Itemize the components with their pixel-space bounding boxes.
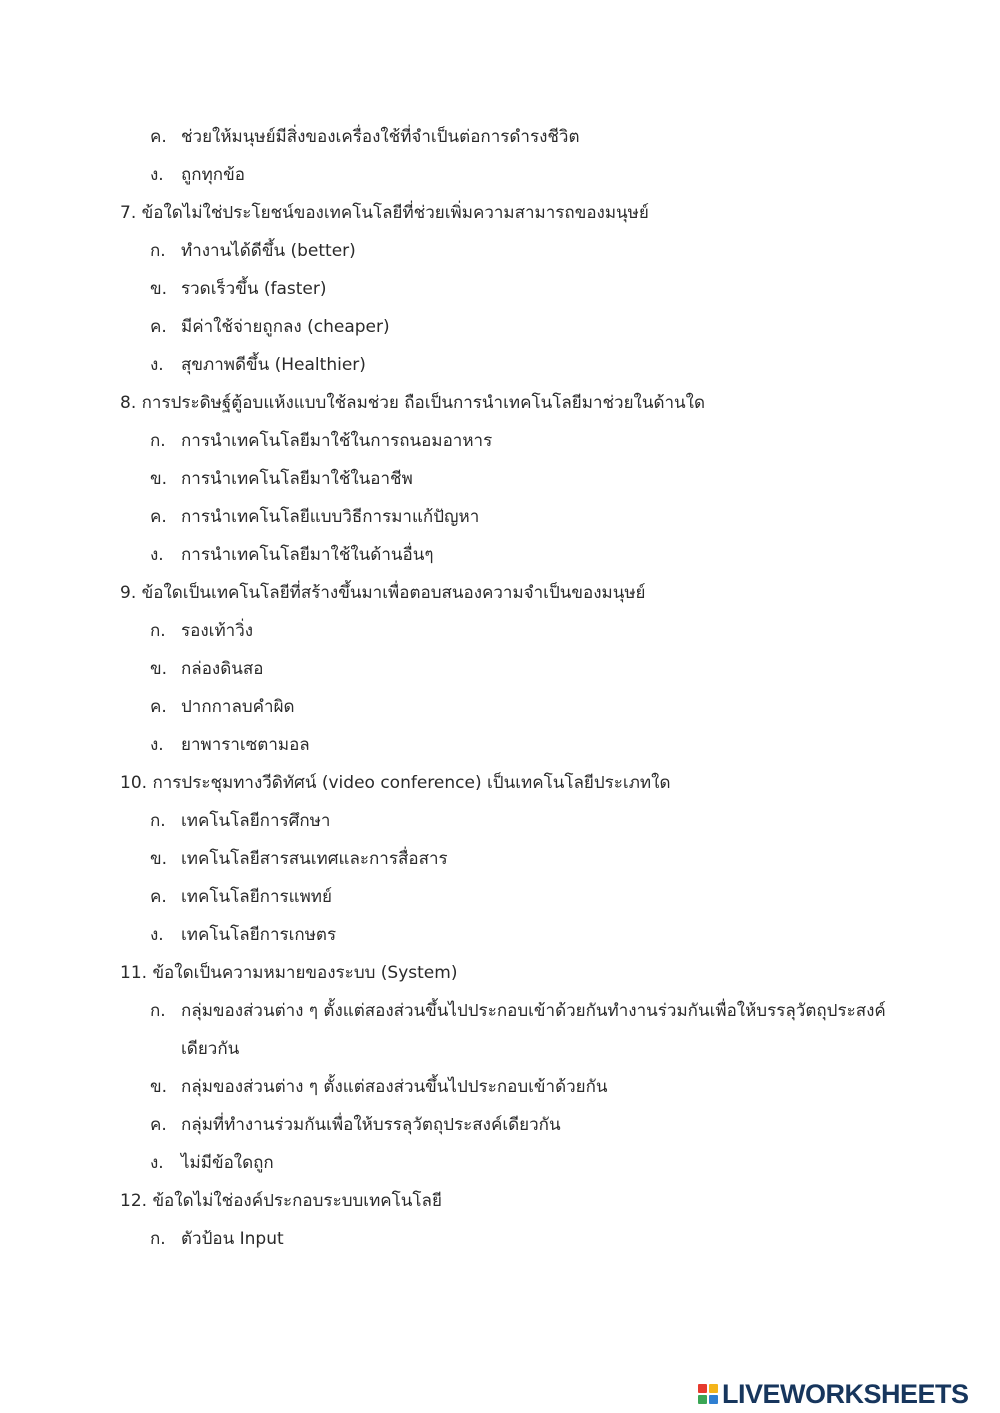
option-letter: ค. bbox=[150, 507, 167, 527]
option-letter: ง. bbox=[150, 735, 164, 755]
option-letter: ข. bbox=[150, 849, 168, 869]
question-9: 9. ข้อใดเป็นเทคโนโลยีที่สร้างขึ้นมาเพื่อตอบสนองความจำเป็นของมนุษย์ bbox=[120, 583, 646, 603]
q12-option-a bbox=[150, 1228, 284, 1250]
q8-option-d bbox=[150, 544, 433, 566]
q11-option-d bbox=[150, 1152, 274, 1174]
q7-option-a bbox=[150, 240, 356, 262]
option-text: กลุ่มที่ทำงานร่วมกันเพื่อให้บรรลุวัตถุประสงค์เดียวกัน bbox=[181, 1115, 561, 1135]
option-letter: ข. bbox=[150, 659, 168, 679]
option-c bbox=[150, 126, 580, 148]
option-letter: ค. bbox=[150, 317, 167, 337]
q11-option-a-continued: เดียวกัน bbox=[181, 1039, 240, 1059]
logo-square bbox=[698, 1395, 707, 1404]
logo-square bbox=[709, 1395, 718, 1404]
q11-option-b bbox=[150, 1076, 608, 1098]
option-letter: ค. bbox=[150, 1115, 167, 1135]
option-letter: ง. bbox=[150, 165, 164, 185]
option-letter: ก. bbox=[150, 621, 166, 641]
option-letter: ข. bbox=[150, 1077, 168, 1097]
q11-option-a bbox=[150, 1000, 886, 1022]
option-letter: ค. bbox=[150, 127, 167, 147]
question-11: 11. ข้อใดเป็นความหมายของระบบ (System) bbox=[120, 963, 458, 983]
q9-option-d bbox=[150, 734, 310, 756]
liveworksheets-logo bbox=[698, 1379, 969, 1409]
option-text: ตัวป้อน Input bbox=[181, 1229, 284, 1249]
question-12: 12. ข้อใดไม่ใช่องค์ประกอบระบบเทคโนโลยี bbox=[120, 1191, 442, 1211]
option-text: เทคโนโลยีสารสนเทศและการสื่อสาร bbox=[181, 849, 448, 869]
q10-option-d bbox=[150, 924, 336, 946]
option-text: ทำงานได้ดีขึ้น (better) bbox=[181, 241, 356, 261]
q9-option-c bbox=[150, 696, 295, 718]
option-text: เทคโนโลยีการเกษตร bbox=[181, 925, 337, 945]
logo-square bbox=[709, 1384, 718, 1393]
option-text: เทคโนโลยีการแพทย์ bbox=[181, 887, 332, 907]
option-letter: ง. bbox=[150, 1153, 164, 1173]
q7-option-d bbox=[150, 354, 366, 376]
option-text: ช่วยให้มนุษย์มีสิ่งของเครื่องใช้ที่จำเป็นต่อการดำรงชีวิต bbox=[181, 127, 580, 147]
q11-option-c bbox=[150, 1114, 561, 1136]
option-letter: ง. bbox=[150, 355, 164, 375]
option-text: การนำเทคโนโลยีมาใช้ในอาชีพ bbox=[181, 469, 413, 489]
option-text: การนำเทคโนโลยีมาใช้ในการถนอมอาหาร bbox=[181, 431, 493, 451]
option-text: การนำเทคโนโลยีแบบวิธีการมาแก้ปัญหา bbox=[181, 507, 480, 527]
option-text: ปากกาลบคำผิด bbox=[181, 697, 295, 717]
q10-option-b bbox=[150, 848, 448, 870]
option-letter: ข. bbox=[150, 469, 168, 489]
logo-mark-icon bbox=[698, 1384, 718, 1404]
option-text: กลุ่มของส่วนต่าง ๆ ตั้งแต่สองส่วนขึ้นไปประกอบเข้าด้วยกันทำงานร่วมกันเพื่อให้บรรลุวัตถุประสงค์ bbox=[181, 1001, 886, 1021]
option-text: ยาพาราเซตามอล bbox=[181, 735, 310, 755]
q10-option-a bbox=[150, 810, 330, 832]
option-letter: ก. bbox=[150, 241, 166, 261]
option-text: รองเท้าวิ่ง bbox=[181, 621, 254, 641]
q9-option-a bbox=[150, 620, 253, 642]
q7-option-c bbox=[150, 316, 390, 338]
question-8: 8. การประดิษฐ์ตู้อบแห้งแบบใช้ลมช่วย ถือเป็นการนำเทคโนโลยีมาช่วยในด้านใด bbox=[120, 393, 706, 413]
question-7: 7. ข้อใดไม่ใช่ประโยชน์ของเทคโนโลยีที่ช่วยเพิ่มความสามารถของมนุษย์ bbox=[120, 203, 649, 223]
q8-option-b bbox=[150, 468, 413, 490]
option-text: ไม่มีข้อใดถูก bbox=[181, 1153, 274, 1173]
option-letter: ก. bbox=[150, 431, 166, 451]
option-text: กล่องดินสอ bbox=[181, 659, 264, 679]
q8-option-c bbox=[150, 506, 479, 528]
option-letter: ง. bbox=[150, 925, 164, 945]
q7-option-b bbox=[150, 278, 327, 300]
option-text: เทคโนโลยีการศึกษา bbox=[181, 811, 331, 831]
option-letter: ค. bbox=[150, 697, 167, 717]
option-text: การนำเทคโนโลยีมาใช้ในด้านอื่นๆ bbox=[181, 545, 434, 565]
logo-text: LIVEWORKSHEETS bbox=[722, 1378, 969, 1409]
q9-option-b bbox=[150, 658, 263, 680]
option-letter: ก. bbox=[150, 1229, 166, 1249]
option-text: กลุ่มของส่วนต่าง ๆ ตั้งแต่สองส่วนขึ้นไปประกอบเข้าด้วยกัน bbox=[181, 1077, 608, 1097]
option-text: รวดเร็วขึ้น (faster) bbox=[181, 279, 327, 299]
option-letter: ง. bbox=[150, 545, 164, 565]
q10-option-c bbox=[150, 886, 332, 908]
option-letter: ค. bbox=[150, 887, 167, 907]
question-10: 10. การประชุมทางวีดิทัศน์ (video conference) เป็นเทคโนโลยีประเภทใด bbox=[120, 773, 671, 793]
option-letter: ข. bbox=[150, 279, 168, 299]
option-text: ถูกทุกข้อ bbox=[181, 165, 245, 185]
option-d bbox=[150, 164, 245, 186]
option-text: สุขภาพดีขึ้น (Healthier) bbox=[181, 355, 366, 375]
q8-option-a bbox=[150, 430, 492, 452]
logo-square bbox=[698, 1384, 707, 1393]
option-text: มีค่าใช้จ่ายถูกลง (cheaper) bbox=[181, 317, 390, 337]
option-letter: ก. bbox=[150, 1001, 166, 1021]
option-letter: ก. bbox=[150, 811, 166, 831]
